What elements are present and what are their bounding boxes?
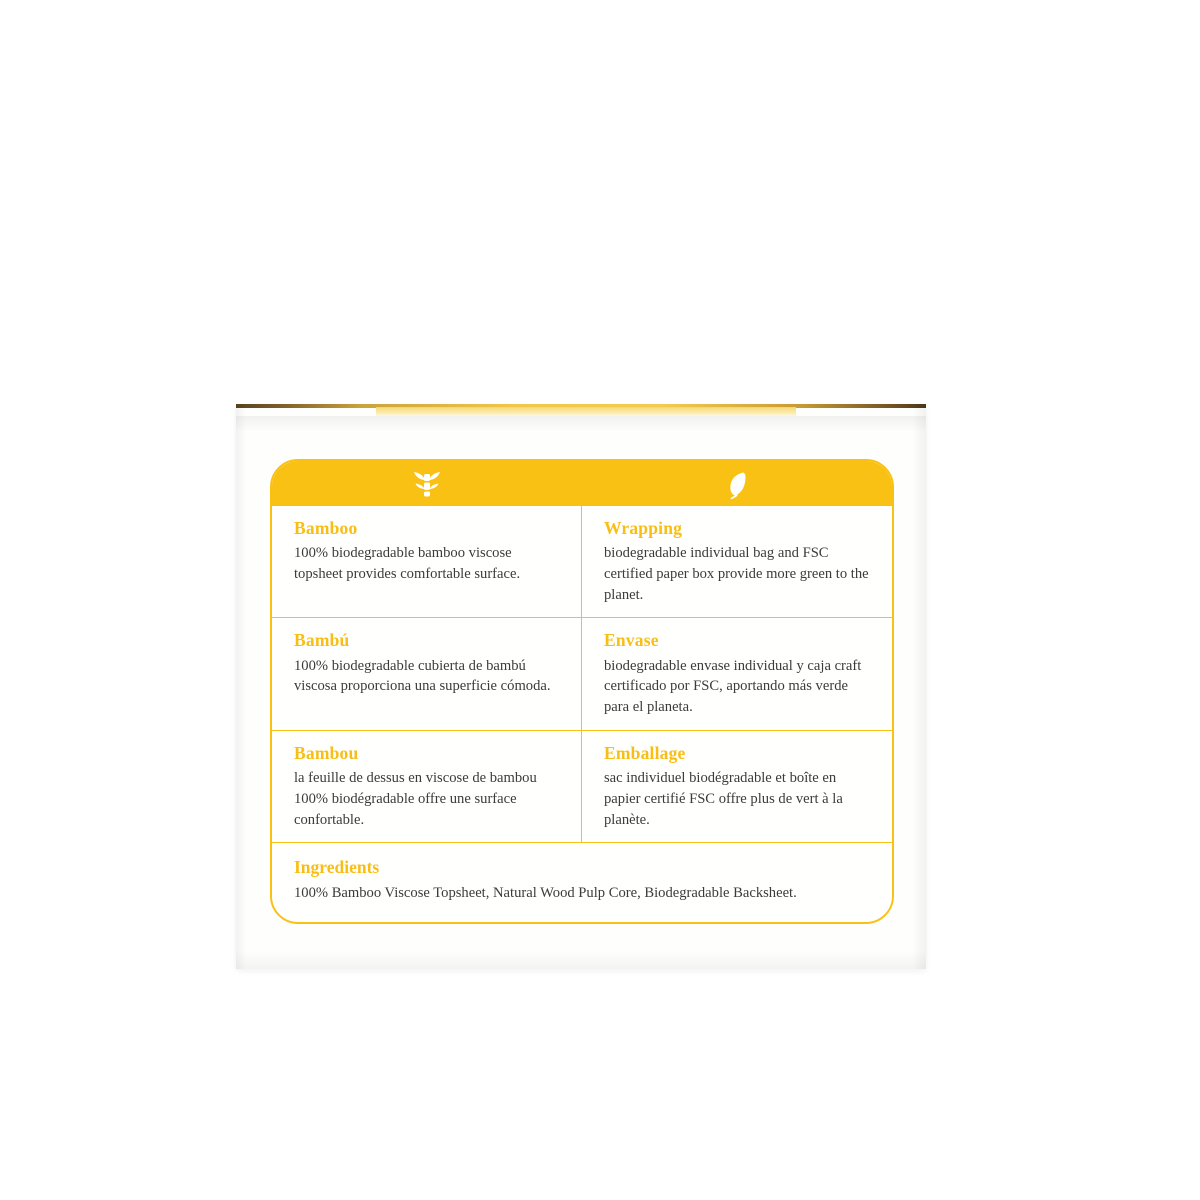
feature-title: Emballage [604,742,686,763]
feature-title: Envase [604,630,659,651]
feature-body: la feuille de dessus en viscose de bambou 100% biodégradable offre une surface confortable. [294,770,537,828]
box-bottom-shading [236,951,926,969]
feature-cell-bamboo [272,506,582,618]
box-top-flap [376,407,796,416]
feature-cell-bambou [272,731,582,843]
panel-header-right [582,469,892,499]
feature-cell-bambu [272,618,582,730]
feature-title: Bamboo [294,518,358,538]
ingredients-section [272,843,892,918]
panel-header-left [272,469,582,499]
ingredients-title: Ingredients [294,857,380,878]
feature-body: biodegradable envase individual y caja craft certificado por FSC, aportando más verde para el planeta. [604,657,862,716]
feature-cell-envase [582,618,892,730]
feature-cell-emballage [582,731,892,843]
info-panel [270,459,894,924]
product-box [236,404,926,969]
box-top-shading [236,416,926,432]
box-right-shading [912,404,926,969]
bamboo-icon [410,469,444,499]
feature-body: 100% biodegradable bamboo viscose topsheet provides comfortable surface. [294,545,521,582]
feather-icon [724,469,750,499]
feature-grid [272,506,892,918]
feature-body: sac individuel biodégradable et boîte en papier certifié FSC offre plus de vert à la planète. [604,770,843,828]
feature-body: 100% biodegradable cubierta de bambú viscosa proporciona una superficie cómoda. [294,657,551,695]
feature-title: Wrapping [604,518,683,538]
panel-header [272,461,892,506]
box-left-shading [236,404,246,969]
feature-cell-wrapping [582,506,892,618]
feature-title: Bambou [294,742,359,763]
feature-title: Bambú [294,630,350,651]
ingredients-body: 100% Bamboo Viscose Topsheet, Natural Wood Pulp Core, Biodegradable Backsheet. [294,885,797,902]
feature-body: biodegradable individual bag and FSC certified paper box provide more green to the planet. [604,545,869,603]
